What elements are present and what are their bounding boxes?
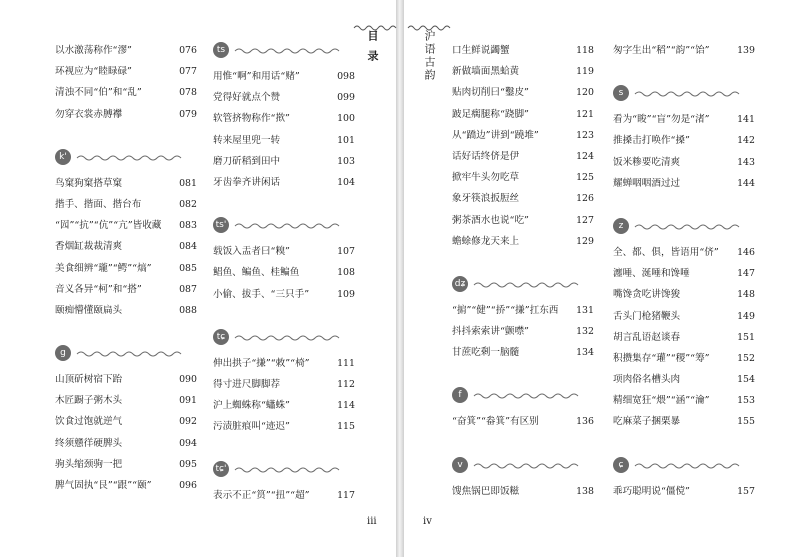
toc-entry[interactable] bbox=[613, 369, 755, 390]
toc-entry[interactable] bbox=[55, 82, 197, 103]
entry-page-number: 157 bbox=[737, 485, 755, 497]
entry-title: 跛足瘸腿称“跷脚” bbox=[452, 108, 529, 120]
page-number-right: iv bbox=[423, 516, 432, 527]
entry-title: 瀍唾、涎唾和馋唾 bbox=[613, 268, 690, 280]
toc-entry[interactable] bbox=[213, 241, 355, 262]
entry-title: 粥茶酒水也说“吃” bbox=[452, 214, 529, 226]
entry-page-number: 115 bbox=[337, 421, 355, 433]
entry-page-number: 100 bbox=[337, 113, 355, 125]
section-header bbox=[452, 385, 594, 407]
section-header bbox=[452, 455, 594, 477]
wave-divider-icon bbox=[234, 466, 344, 474]
entry-title: 推搡击打唤作“搡” bbox=[613, 135, 690, 147]
entry-page-number: 141 bbox=[737, 114, 755, 126]
entry-page-number: 109 bbox=[337, 288, 355, 300]
entry-title: 勿穿衣裳赤膊襻 bbox=[55, 108, 123, 120]
toc-entry[interactable] bbox=[452, 342, 594, 363]
entry-page-number: 149 bbox=[737, 310, 755, 322]
section-badge: f bbox=[452, 387, 468, 403]
toc-title bbox=[356, 30, 388, 70]
book-title bbox=[413, 30, 445, 82]
toc-entry[interactable] bbox=[55, 173, 197, 194]
entry-title: 蟾蜍修龙天来上 bbox=[452, 235, 520, 247]
toc-entry[interactable] bbox=[55, 104, 197, 125]
toc-entry[interactable] bbox=[55, 369, 197, 390]
section-badge: tɕ bbox=[213, 329, 229, 345]
toc-entry[interactable] bbox=[55, 411, 197, 432]
entry-title: 以水激荡称作“漻” bbox=[55, 45, 132, 56]
section-badge: z bbox=[613, 218, 629, 234]
entry-title: 环视应为“睦睩碌” bbox=[55, 66, 132, 78]
toc-entry[interactable] bbox=[613, 242, 755, 263]
toc-entry[interactable] bbox=[213, 353, 355, 374]
section-badge: ts' bbox=[213, 217, 229, 233]
toc-entry[interactable] bbox=[452, 82, 594, 103]
section-badge: v bbox=[452, 457, 468, 473]
wave-divider-icon bbox=[634, 90, 744, 98]
entry-page-number: 085 bbox=[179, 262, 197, 274]
wave-divider-icon bbox=[473, 462, 583, 470]
entry-page-number: 096 bbox=[179, 480, 197, 491]
toc-entry[interactable] bbox=[213, 66, 355, 87]
entry-page-number: 079 bbox=[179, 108, 197, 120]
entry-title: 脾气固执“艮”“跟”“颐” bbox=[55, 480, 152, 491]
toc-entry[interactable] bbox=[213, 87, 355, 108]
entry-title: 污渍脏痕叫“迹迟” bbox=[213, 421, 290, 433]
entry-page-number: 155 bbox=[737, 416, 755, 428]
entry-title: “掮”“健”“挢”“搛”扛东西 bbox=[452, 304, 559, 316]
entry-title: “奋箕”“畚箕”有区别 bbox=[452, 416, 539, 428]
entry-title: 耀蝉咽咽酒过过 bbox=[613, 177, 681, 189]
entry-page-number: 117 bbox=[337, 490, 355, 502]
section-header bbox=[213, 327, 355, 349]
entry-page-number: 118 bbox=[576, 45, 594, 56]
section-header bbox=[213, 40, 355, 62]
toc-column-2 bbox=[213, 40, 355, 507]
entry-title: 甘蔗吃剩一脑髓 bbox=[452, 347, 520, 359]
toc-entry[interactable] bbox=[613, 109, 755, 130]
toc-entry[interactable] bbox=[613, 152, 755, 173]
entry-title: 表示不正“筼”“扭”“超” bbox=[213, 490, 310, 502]
entry-title: 舌头门枪猪鞭头 bbox=[613, 310, 681, 322]
toc-entry[interactable] bbox=[613, 263, 755, 284]
section-header bbox=[452, 274, 594, 296]
entry-page-number: 139 bbox=[737, 45, 755, 56]
entry-title: 象牙筷浪扳脰丝 bbox=[452, 193, 520, 205]
entry-title: 鲳鱼、鳊鱼、桂鳊鱼 bbox=[213, 267, 300, 279]
toc-entry[interactable] bbox=[452, 231, 594, 252]
toc-entry[interactable] bbox=[55, 454, 197, 475]
toc-entry[interactable] bbox=[452, 167, 594, 188]
entry-page-number: 144 bbox=[737, 177, 755, 189]
entry-page-number: 121 bbox=[576, 108, 594, 120]
toc-entry[interactable] bbox=[55, 390, 197, 411]
entry-title: 驹头缩颈驹一把 bbox=[55, 458, 123, 470]
entry-title: 馊焦锅巴即饭糍 bbox=[452, 485, 520, 497]
entry-page-number: 148 bbox=[737, 289, 755, 301]
toc-entry[interactable] bbox=[452, 104, 594, 125]
entry-title: 积攒集存“瓘”“稷”“筹” bbox=[613, 352, 710, 364]
toc-entry[interactable] bbox=[452, 188, 594, 209]
entry-title: 揩手、揩面、揩台布 bbox=[55, 198, 142, 210]
entry-page-number: 119 bbox=[576, 66, 594, 78]
entry-page-number: 091 bbox=[179, 395, 197, 407]
entry-title: 新做墙面黑蛤黄 bbox=[452, 66, 520, 78]
entry-title: 掀牢牛头勿吃草 bbox=[452, 172, 520, 184]
entry-page-number: 132 bbox=[576, 326, 594, 338]
entry-title: 抖抖索索讲“颤噤” bbox=[452, 326, 529, 338]
toc-entry[interactable] bbox=[55, 236, 197, 257]
toc-title-text: 目录 bbox=[366, 30, 379, 70]
entry-title: 饮食过饱就逆气 bbox=[55, 416, 123, 428]
entry-title: 贴肉切削曰“鑿皮” bbox=[452, 87, 529, 99]
entry-page-number: 108 bbox=[337, 267, 355, 279]
entry-title: 得寸进尺脚脚荐 bbox=[213, 378, 281, 390]
entry-page-number: 125 bbox=[576, 172, 594, 184]
section-header bbox=[55, 147, 197, 169]
entry-page-number: 114 bbox=[337, 400, 355, 412]
toc-entry[interactable] bbox=[452, 146, 594, 167]
entry-page-number: 098 bbox=[337, 71, 355, 82]
entry-title: 山顶斫树宿下跆 bbox=[55, 374, 123, 386]
entry-page-number: 090 bbox=[179, 374, 197, 386]
entry-page-number: 138 bbox=[576, 485, 594, 497]
entry-title: 吃麻菜子捆栗暴 bbox=[613, 416, 681, 428]
section-badge: ts bbox=[213, 42, 229, 58]
entry-title: 精细宽狂“煨”“涵”“瀹” bbox=[613, 395, 710, 407]
entry-page-number: 076 bbox=[179, 45, 197, 56]
toc-entry[interactable] bbox=[613, 173, 755, 194]
entry-page-number: 112 bbox=[337, 378, 355, 390]
wave-divider-icon bbox=[634, 223, 744, 231]
section-header bbox=[213, 215, 355, 237]
toc-entry[interactable] bbox=[452, 411, 594, 432]
toc-entry[interactable] bbox=[213, 262, 355, 283]
entry-page-number: 101 bbox=[337, 134, 355, 146]
entry-page-number: 153 bbox=[737, 395, 755, 407]
entry-page-number: 129 bbox=[576, 235, 594, 247]
section-badge: k' bbox=[55, 149, 71, 165]
entry-title: 磨刀斫稻到田中 bbox=[213, 155, 281, 167]
entry-page-number: 088 bbox=[179, 304, 197, 316]
entry-page-number: 154 bbox=[737, 374, 755, 386]
entry-page-number: 111 bbox=[337, 357, 355, 369]
entry-title: 音义各异“柯”和“搭” bbox=[55, 283, 142, 295]
entry-title: 载饭入盂者曰“糗” bbox=[213, 246, 290, 258]
wave-divider-icon bbox=[234, 47, 344, 55]
entry-page-number: 094 bbox=[179, 437, 197, 449]
toc-entry[interactable] bbox=[213, 108, 355, 129]
entry-title: 话好话终侪是伊 bbox=[452, 150, 520, 162]
entry-page-number: 123 bbox=[576, 129, 594, 141]
entry-title: 转来屋里兜一转 bbox=[213, 134, 281, 146]
toc-entry[interactable] bbox=[213, 284, 355, 305]
entry-title: 用惟“啊”和用话“赌” bbox=[213, 71, 300, 82]
entry-page-number: 084 bbox=[179, 241, 197, 253]
entry-title: 鸟窠狗窠搭草窠 bbox=[55, 177, 123, 189]
entry-title: 全、都、俱，皆语用“侪” bbox=[613, 246, 719, 258]
entry-title: “囥”“抗”“伉”“亢”皆收藏 bbox=[55, 220, 162, 232]
entry-title: 终须戆徉硬脾头 bbox=[55, 437, 123, 449]
entry-title: 木匠蹰子粥木头 bbox=[55, 395, 123, 407]
section-badge: tɕ' bbox=[213, 461, 229, 477]
toc-entry[interactable] bbox=[452, 125, 594, 146]
entry-title: 项肉俗名槽头肉 bbox=[613, 374, 681, 386]
toc-entry[interactable] bbox=[452, 40, 594, 61]
toc-entry[interactable] bbox=[613, 327, 755, 348]
toc-entry[interactable] bbox=[613, 306, 755, 327]
section-header bbox=[613, 83, 755, 105]
entry-page-number: 103 bbox=[337, 155, 355, 167]
entry-page-number: 152 bbox=[737, 352, 755, 364]
section-badge: ɕ bbox=[613, 457, 629, 473]
toc-entry[interactable] bbox=[213, 395, 355, 416]
toc-entry[interactable] bbox=[613, 481, 755, 502]
toc-entry[interactable] bbox=[613, 284, 755, 305]
toc-column-3 bbox=[452, 40, 594, 502]
wave-divider-icon bbox=[234, 334, 344, 342]
entry-page-number: 120 bbox=[576, 87, 594, 99]
entry-title: 匆字生出“稻”“韵”“饴” bbox=[613, 45, 710, 56]
entry-page-number: 107 bbox=[337, 246, 355, 258]
section-header bbox=[613, 455, 755, 477]
entry-title: 党得好就点个赞 bbox=[213, 92, 281, 104]
wave-divider-icon bbox=[473, 281, 583, 289]
toc-entry[interactable] bbox=[55, 215, 197, 236]
entry-title: 清浊不同“伯”和“乱” bbox=[55, 87, 142, 99]
entry-page-number: 095 bbox=[179, 458, 197, 470]
toc-entry[interactable] bbox=[55, 475, 197, 496]
entry-title: 嘴馋贪吃讲馋狻 bbox=[613, 289, 681, 301]
toc-entry[interactable] bbox=[55, 300, 197, 321]
entry-page-number: 147 bbox=[737, 268, 755, 280]
entry-page-number: 099 bbox=[337, 92, 355, 104]
wave-divider-icon bbox=[76, 350, 186, 358]
wave-divider-icon bbox=[634, 462, 744, 470]
entry-title: 伸出拱子“搛”“敇”“椅” bbox=[213, 357, 310, 369]
toc-entry[interactable] bbox=[55, 258, 197, 279]
toc-entry[interactable] bbox=[55, 40, 197, 61]
section-badge: dʑ bbox=[452, 276, 468, 292]
entry-page-number: 143 bbox=[737, 156, 755, 168]
toc-entry[interactable] bbox=[452, 61, 594, 82]
entry-page-number: 092 bbox=[179, 416, 197, 428]
entry-title: 从“蹻边”讲到“蹺堆” bbox=[452, 129, 539, 141]
toc-entry[interactable] bbox=[213, 374, 355, 395]
entry-page-number: 136 bbox=[576, 416, 594, 428]
entry-page-number: 146 bbox=[737, 246, 755, 258]
book-title-text: 沪语古韵 bbox=[423, 30, 436, 82]
entry-title: 口生鲜说蠲蟹 bbox=[452, 45, 510, 56]
toc-entry[interactable] bbox=[452, 321, 594, 342]
toc-column-1 bbox=[55, 40, 197, 496]
entry-page-number: 126 bbox=[576, 193, 594, 205]
toc-entry[interactable] bbox=[213, 416, 355, 437]
page-number-left: iii bbox=[367, 516, 377, 527]
entry-title: 看为“睃”“盲”勿是“渚” bbox=[613, 114, 710, 126]
toc-entry[interactable] bbox=[213, 130, 355, 151]
entry-title: 美食细辨“瓏”“鳄”“熇” bbox=[55, 262, 152, 274]
toc-entry[interactable] bbox=[55, 279, 197, 300]
entry-title: 颐痴懵懂颐扁头 bbox=[55, 304, 123, 316]
section-badge: g bbox=[55, 345, 71, 361]
entry-page-number: 082 bbox=[179, 198, 197, 210]
entry-page-number: 077 bbox=[179, 66, 197, 78]
toc-entry[interactable] bbox=[55, 433, 197, 454]
wave-divider-icon bbox=[234, 222, 344, 230]
book-gutter bbox=[396, 0, 404, 557]
toc-entry[interactable] bbox=[213, 485, 355, 506]
entry-page-number: 131 bbox=[576, 304, 594, 316]
toc-entry[interactable] bbox=[613, 130, 755, 151]
entry-page-number: 104 bbox=[337, 176, 355, 188]
entry-page-number: 078 bbox=[179, 87, 197, 99]
entry-title: 胡言乱语赵谈春 bbox=[613, 331, 681, 343]
toc-entry[interactable] bbox=[452, 481, 594, 502]
entry-page-number: 083 bbox=[179, 220, 197, 232]
entry-title: 乖巧聪明说“僵傥” bbox=[613, 485, 690, 497]
section-header bbox=[613, 216, 755, 238]
toc-entry[interactable] bbox=[613, 40, 755, 61]
entry-page-number: 124 bbox=[576, 150, 594, 162]
toc-entry[interactable] bbox=[55, 61, 197, 82]
toc-entry[interactable] bbox=[613, 390, 755, 411]
entry-page-number: 081 bbox=[179, 177, 197, 189]
toc-column-4 bbox=[613, 40, 755, 502]
toc-entry[interactable] bbox=[452, 300, 594, 321]
entry-title: 牙齿拳齐讲闲话 bbox=[213, 176, 281, 188]
entry-page-number: 134 bbox=[576, 347, 594, 359]
entry-page-number: 087 bbox=[179, 283, 197, 295]
entry-page-number: 127 bbox=[576, 214, 594, 226]
entry-page-number: 151 bbox=[737, 331, 755, 343]
toc-entry[interactable] bbox=[452, 210, 594, 231]
toc-entry[interactable] bbox=[613, 348, 755, 369]
toc-entry[interactable] bbox=[613, 411, 755, 432]
entry-title: 饭米糁要吃清爽 bbox=[613, 156, 681, 168]
entry-title: 香烟缸裁裁清爽 bbox=[55, 241, 123, 253]
section-header bbox=[55, 343, 197, 365]
wave-divider-icon bbox=[76, 154, 186, 162]
wave-divider-icon bbox=[473, 392, 583, 400]
section-badge: s bbox=[613, 85, 629, 101]
section-header bbox=[213, 459, 355, 481]
toc-entry[interactable] bbox=[213, 172, 355, 193]
entry-title: 小偷、拔手、“三只手” bbox=[213, 288, 310, 300]
toc-entry[interactable] bbox=[55, 194, 197, 215]
toc-entry[interactable] bbox=[213, 151, 355, 172]
entry-title: 沪上蜘蛛称“蠨蛛” bbox=[213, 400, 290, 412]
entry-page-number: 142 bbox=[737, 135, 755, 147]
entry-title: 软管挤物称作“揿” bbox=[213, 113, 290, 125]
